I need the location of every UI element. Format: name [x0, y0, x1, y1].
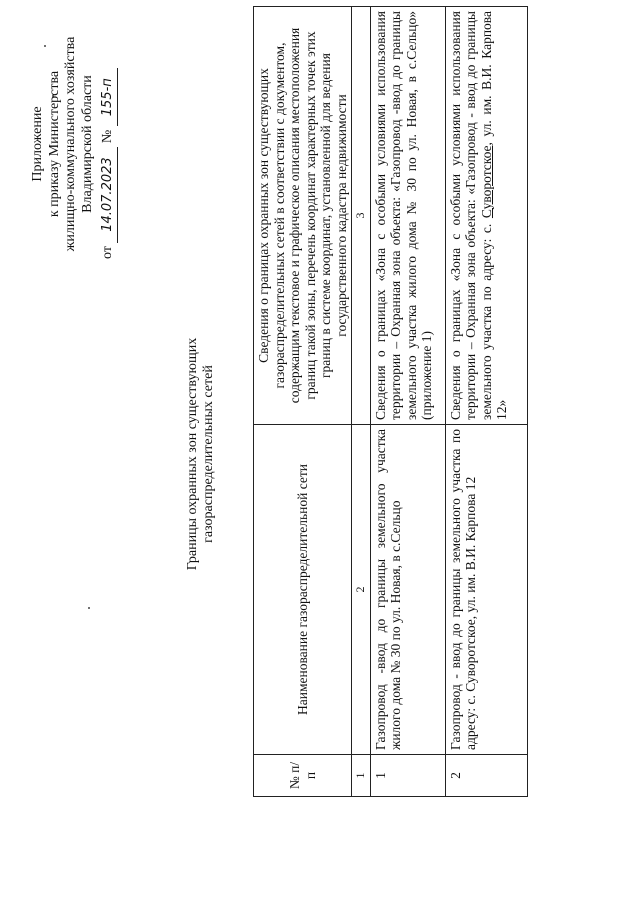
header-network-name: Наименование газораспределительной сети — [254, 425, 352, 755]
scan-speck — [88, 607, 90, 609]
zone-info: Сведения о границах «Зона с особыми условиями использования территории – Охранная зона объекта: «Газопровод -ввод до границы земельного участка жилого дома № 30 по ул. Новая, в с.Сельцо» (приложение 1) — [370, 7, 445, 425]
order-date: 14.07.2023 — [100, 147, 118, 243]
column-number-row — [352, 7, 371, 797]
number-prefix: № — [100, 129, 115, 144]
appendix-block — [30, 19, 118, 269]
appendix-order-ref: к приказу Министерства — [46, 70, 62, 218]
zone-info-underlined: Суворотское — [478, 145, 494, 219]
appendix-label: Приложение — [30, 106, 45, 182]
row-number: 2 — [445, 755, 527, 797]
zones-table — [253, 6, 528, 797]
appendix-ministry: жилищно-коммунального хозяйства — [63, 36, 78, 252]
order-number: 155-п — [100, 68, 118, 126]
table-row — [445, 7, 527, 797]
appendix-region: Владимирской области — [79, 75, 95, 213]
date-prefix: от — [100, 246, 115, 259]
column-number: 2 — [352, 425, 371, 755]
header-zone-info: Сведения о границах охранных зон существующих газораспределительных сетей в соответствии с документом, содержащим текстовое и графическое описания местоположения границ такой зоны, перечень координат характерных точек этих границ в системе координат, установленной для ведения государственного кадастра недвижимости — [254, 7, 352, 425]
title-line-1: Границы охранных зон существующих — [185, 337, 200, 571]
zone-info-part: Сведения о границах «Зона с особыми условиями использования территории – Охранная зона объекта: «Газопровод - ввод до границы земельного участка по адресу: с. — [447, 11, 494, 420]
header-number: № п/п — [254, 755, 352, 797]
row-number: 1 — [370, 755, 445, 797]
document-title — [185, 289, 217, 619]
title-line-2: газораспределительных сетей — [201, 365, 216, 543]
network-name: Газопровод - ввод до границы земельного участка по адресу: с. Суворотское, ул. им. В.И. Карпова 12 — [445, 425, 527, 755]
table-header-row — [254, 7, 352, 797]
column-number: 3 — [352, 7, 371, 425]
network-name: Газопровод -ввод до границы земельного участка жилого дома № 30 по ул. Новая, в с.Сельцо — [370, 425, 445, 755]
zone-info-part: , ул. им. В.И. Карпова 12» — [478, 11, 509, 420]
zone-info — [445, 7, 527, 425]
column-number: 1 — [352, 755, 371, 797]
table-row — [370, 7, 445, 797]
order-date-number — [100, 19, 118, 269]
